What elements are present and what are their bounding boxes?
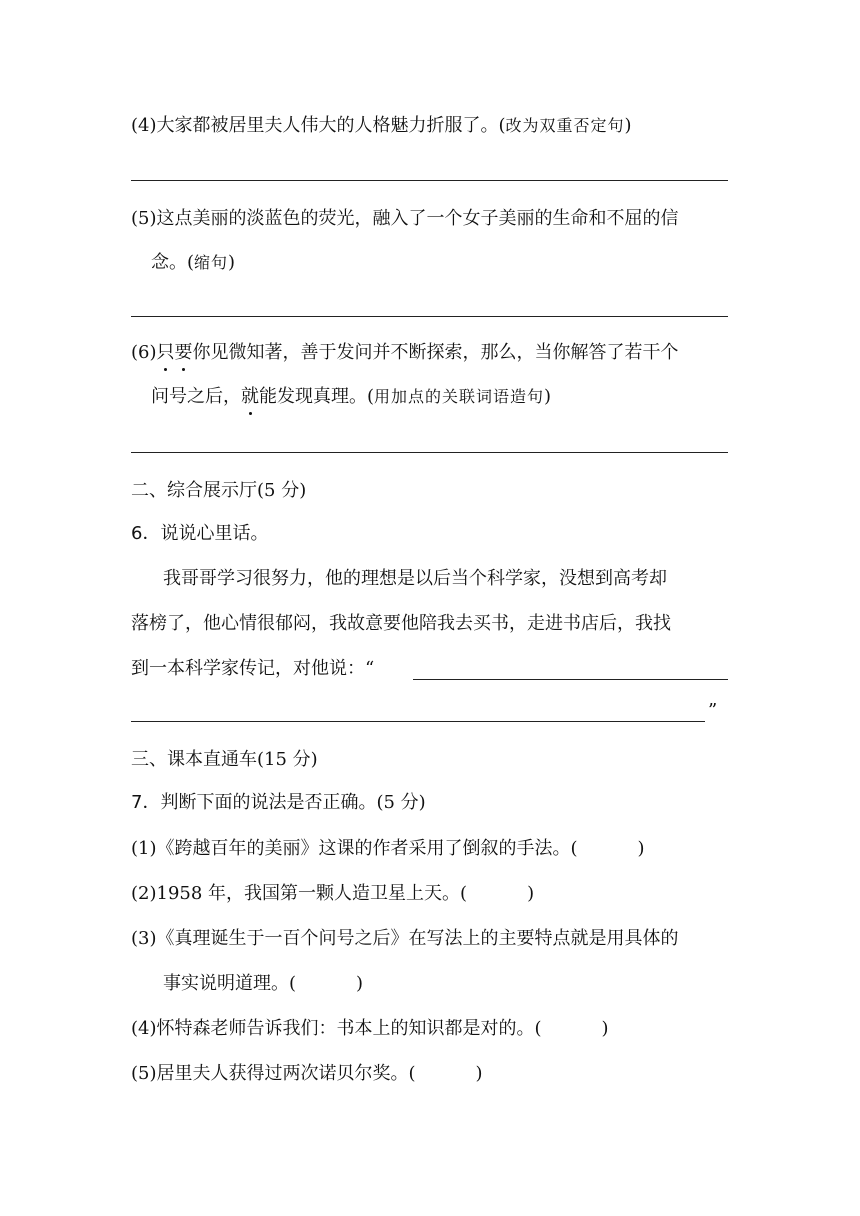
question-7-heading [131,790,426,816]
judge-item-text: (5)居里夫人获得过两次诺贝尔奖。( [131,1063,416,1084]
question-5-close: ) [228,252,236,273]
judge-item-text: (4)怀特森老师告诉我们：书本上的知识都是对的。( [131,1018,542,1039]
question-7-number: 7． [131,792,161,813]
judge-item-3-line1 [131,926,679,952]
question-6b-title: 说说心里话。 [160,523,269,544]
question-5-text1: 这点美丽的淡蓝色的荧光，融入了一个女子美丽的生命和不屈的信 [156,208,679,229]
judge-item-close: ) [601,1018,609,1039]
emphasis-dot-char: 只 [157,340,175,366]
answer-line-6b-b[interactable] [131,721,705,722]
judge-item-text: (2)1958 年，我国第一颗人造卫星上天。( [131,883,468,904]
question-6b-heading [131,521,268,547]
question-6-text2a: 问号之后， [151,386,241,407]
question-4-label: (4) [131,115,157,136]
question-4-text: 大家都被居里夫人伟大的人格魅力折服了。( [156,115,506,136]
question-6-label: (6) [131,342,157,363]
answer-line-4[interactable] [131,180,728,181]
question-5-label: (5) [131,208,157,229]
question-6-text2b: 能发现真理。( [259,386,375,407]
question-5-instruction: 缩句 [194,253,229,272]
judge-item-2 [131,881,534,907]
section-3-title: 三、课本直通车(15 分) [131,749,318,770]
judge-item-4 [131,1016,609,1042]
question-5-line1 [131,206,679,232]
close-quote: ” [708,700,718,721]
question-4-close: ) [624,115,632,136]
section-2-title: 二、综合展示厅(5 分) [131,480,307,501]
question-5-line2 [151,250,235,276]
question-6b-para2: 落榜了，他心情很郁闷，我故意要他陪我去买书，走进书店后，我找 [131,613,671,634]
question-6-instruction: 用加点的关联词语造句 [374,387,545,406]
judge-item-1 [131,836,645,862]
question-6b-para1: 我哥哥学习很努力，他的理想是以后当个科学家，没想到高考却 [163,568,667,589]
answer-line-6[interactable] [131,452,728,453]
question-4-instruction: 改为双重否定句 [505,116,625,135]
judge-item-text: (1)《跨越百年的美丽》这课的作者采用了倒叙的手法。( [131,838,578,859]
judge-item-5 [131,1061,483,1087]
judge-item-close: ) [527,883,535,904]
question-6-line1 [131,340,679,366]
judge-item-text: (3)《真理诞生于一百个问号之后》在写法上的主要特点就是用具体的 [131,928,679,949]
question-6-text1: 你见微知著，善于发问并不断探索，那么，当你解答了若干个 [192,342,679,363]
judge-item-close: ) [637,838,645,859]
judge-item-close: ) [356,973,364,994]
question-6-close: ) [544,386,552,407]
emphasis-dot-char: 就 [241,384,259,410]
question-7-title: 判断下面的说法是否正确。(5 分) [160,792,426,813]
question-6b-number: 6． [131,523,161,544]
question-6b-para3-text: 到一本科学家传记，对他说：“ [131,658,375,679]
question-6b-para3 [131,656,374,682]
answer-line-5[interactable] [131,316,728,317]
judge-item-text: 事实说明道理。( [163,973,297,994]
judge-item-close: ) [475,1063,483,1084]
emphasis-dot-char: 要 [175,340,193,366]
judge-item-3-line2 [163,971,363,997]
question-6-line2 [151,384,551,410]
question-5-text2: 念。( [151,252,195,273]
answer-line-6b-a[interactable] [413,679,728,680]
question-4 [131,113,632,139]
